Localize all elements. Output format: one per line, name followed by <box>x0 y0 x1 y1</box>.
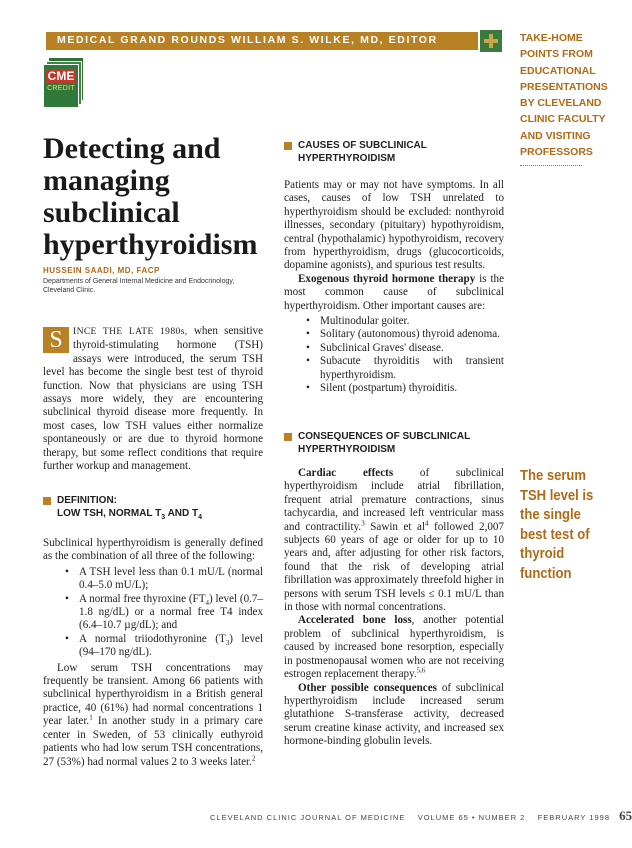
definition-section <box>43 537 263 769</box>
issue-date: FEBRUARY 1998 <box>537 813 611 822</box>
cme-label: CME <box>47 69 75 83</box>
editor-label: WILLIAM S. WILKE, MD, EDITOR <box>231 34 438 46</box>
definition-heading: DEFINITION: LOW TSH, NORMAL $T_3$ AND $T_4$ <box>43 495 277 520</box>
sidebar-divider <box>520 165 582 166</box>
definition-text: Subclinical hyperthyroidism is generally defined as the combination of all three of the following: <box>43 537 263 563</box>
banner-divider <box>43 32 46 50</box>
drop-cap: S <box>43 327 69 353</box>
section-label: MEDICAL GRAND ROUNDS <box>57 34 227 46</box>
consequences-section <box>284 467 504 749</box>
bone-paragraph: Accelerated bone loss, another potential problem of subclinical hyperthyroidism, is caused by increased bone resorption, especially in postmenopausal women who are not receiving estrogen replacement therapy.$^{5,6}$ <box>284 614 505 681</box>
list-item: • A normal triiodothyronine $(T_3)$ level (94–170 ng/dL). <box>79 633 263 660</box>
causes-section <box>284 179 504 398</box>
intro-lead: INCE THE LATE 1980s, <box>73 327 188 337</box>
list-item: • A TSH level less than 0.1 mU/L (normal 0.4–5.0 mU/L); <box>79 566 263 593</box>
page-footer <box>210 808 632 824</box>
journal-name: CLEVELAND CLINIC JOURNAL OF MEDICINE <box>210 813 406 822</box>
transient-paragraph: Low serum TSH concentrations may frequently be transient. Among 66 patients with subclinical hyperthyroidism in a British general practice, 40 (61%) had normal concentrations 1 year later.$^1$ In another study in a primary care center in Sweden, of 53 clinically euthyroid patients who had low serum TSH concentrations, 27 (53%) had normal values 2 to 3 weeks later.$^2$ <box>43 661 263 768</box>
consequences-heading: CONSEQUENCES OF SUBCLINICAL HYPERTHYROIDISM <box>284 431 518 456</box>
list-item: • Silent (postpartum) thyroiditis. <box>320 382 504 395</box>
page-number: 65 <box>619 808 632 823</box>
cardiac-paragraph: Cardiac effects of subclinical hyperthyroidism include atrial fibrillation, frequent atrial premature contractions, sinus tachycardia, and increased left ventricular mass and contractility.$^3$ Sawin et $al^4$ followed 2,007 subjects 60 years of age or older for up to 10 years and, after adjusting for other risk factors, found that the risk of developing atrial fibrillation was approximately threefold higher in persons with serum TSH levels ≤ 0.1 mU/L than in those with normal concentrations. <box>284 467 504 614</box>
definition-list <box>43 566 263 660</box>
intro-paragraph <box>43 325 263 473</box>
causes-heading: CAUSES OF SUBCLINICAL HYPERTHYROIDISM <box>284 140 518 165</box>
volume-info: VOLUME 65 • NUMBER 2 <box>417 813 526 822</box>
exogenous-paragraph: Exogenous thyroid hormone therapy is the most common cause of subclinical hyperthyroidism. Other important causes are: <box>284 272 505 312</box>
list-item: • Subacute thyroiditis with transient hyperthyroidism. <box>320 355 504 382</box>
list-item: • Multinodular goiter. <box>320 315 504 328</box>
sidebar-note: TAKE-HOME POINTS FROM EDUCATIONAL PRESENTATIONS BY CLEVELAND CLINIC FACULTY AND VISITING PROFESSORS <box>520 32 608 159</box>
author-name: HUSSEIN SAADI, MD, FACP <box>43 266 160 275</box>
intro-text: when sensitive thyroid-stimulating hormone (TSH) assays were introduced, the serum TSH level has become the single best test of thyroid function. Now that physicians are using TSH assays more widely, they are encountering subclinical thyroid disease more frequently. In most cases, low TSH values either normalize spontaneously or are due to thyroid hormone therapy, but some reflect conditions that require further workup and management. <box>43 325 264 473</box>
causes-paragraph: Patients may or may not have symptoms. In all cases, causes of low TSH unrelated to hyperthyroidism should be excluded: nonthyroid illnesses, secondary (pituitary) hypothyroidism, central (hypothalamic) hypothyroidism, recovery from hyperthyroidism, drugs (glucocorticoids, dopamine agonists), and spurious test results. <box>284 179 504 272</box>
pull-quote: The serum TSH level is the single best test of thyroid function <box>520 468 594 582</box>
list-item: • Solitary (autonomous) thyroid adenoma. <box>320 328 504 341</box>
list-item: • Subclinical Graves' disease. <box>320 342 504 355</box>
plus-logo-icon <box>480 30 502 52</box>
article-title: Detecting and managing subclinical hyperthyroidism <box>43 132 258 261</box>
causes-list <box>284 315 504 395</box>
credit-label: CREDIT <box>47 85 75 92</box>
author-affiliation: Departments of General Internal Medicine and Endocrinology, Cleveland Clinic. <box>43 278 235 294</box>
section-banner <box>43 32 478 50</box>
other-consequences-paragraph: Other possible consequences of subclinical hyperthyroidism include increased serum glutathione S-transferase activity, decreased serum creatine kinase activity, and increased sex hormone-binding globulin levels. <box>284 681 504 748</box>
list-item: • A normal free thyroxine $(FT_4)$ level (0.7–1.8 ng/dL) or a normal free T4 index (6.4–10.7 µg/dL); and <box>79 593 263 633</box>
cme-credit-badge <box>43 58 83 106</box>
